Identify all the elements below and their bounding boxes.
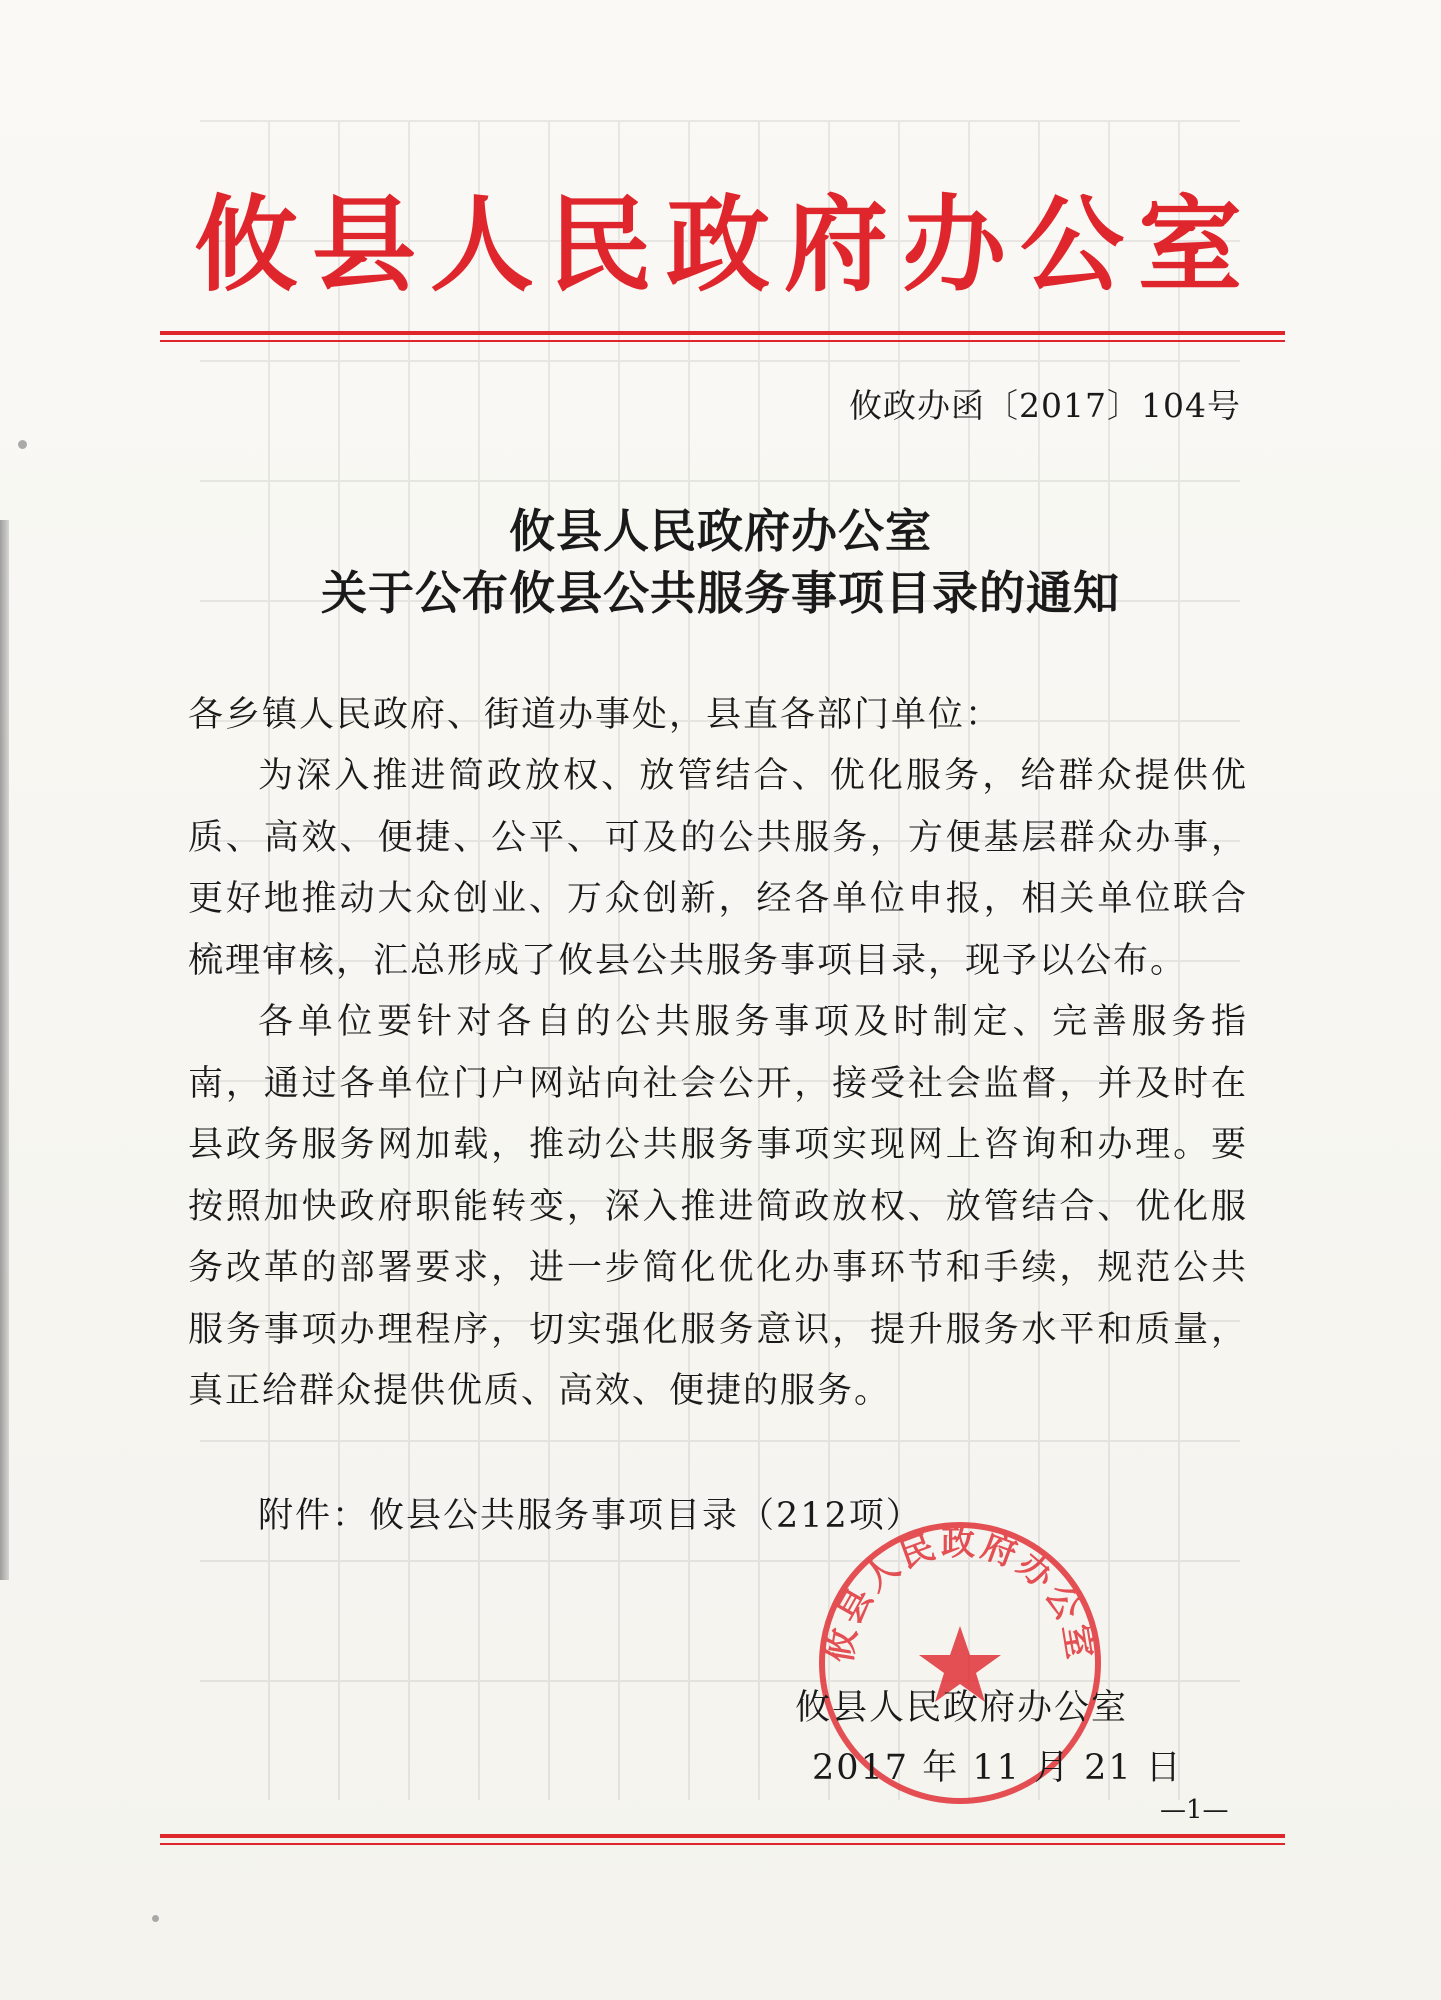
header-rule-thick	[160, 331, 1285, 335]
salutation: 各乡镇人民政府、街道办事处，县直各部门单位：	[188, 695, 1003, 735]
paragraph-1: 为深入推进简政放权、放管结合、优化服务，给群众提供优质、高效、便捷、公平、可及的公共服务，方便基层群众办事，更好地推动大众创业、万众创新，经各单位申报，相关单位联合梳理审核，汇总形成了攸县公共服务事项目录，现予以公布。	[188, 756, 1248, 981]
footer-rule-thin	[160, 1843, 1285, 1845]
document-title-line1: 攸县人民政府办公室	[509, 504, 932, 558]
scan-speck	[152, 1915, 159, 1922]
issuer-header: 攸县人民政府办公室	[193, 183, 1256, 306]
paragraph-2: 各单位要针对各自的公共服务事项及时制定、完善服务指南，通过各单位门户网站向社会公开，接受社会监督，并及时在县政务服务网加载，推动公共服务事项实现网上咨询和办理。要按照加快政府职能转变，深入推进简政放权、放管结合、优化服务改革的部署要求，进一步简化优化办事环节和手续，规范公共服务事项办理程序，切实强化服务意识，提升服务水平和质量，真正给群众提供优质、高效、便捷的服务。	[188, 1002, 1248, 1411]
scan-speck	[18, 440, 27, 449]
footer-rule-thick	[160, 1834, 1285, 1838]
seal-text: 攸县人民政府办公室	[819, 1523, 1101, 1666]
signature-date: 2017 年 11 月 21 日	[812, 1748, 1183, 1788]
page-number: —1—	[1160, 1795, 1229, 1825]
document-number: 攸政办函〔2017〕104号	[849, 386, 1241, 425]
header-rule-thin	[160, 340, 1285, 342]
document-title-line2: 关于公布攸县公共服务事项目录的通知	[321, 566, 1120, 620]
binding-edge	[0, 520, 9, 1580]
attachment-line: 附件：攸县公共服务事项目录（212项）	[258, 1496, 923, 1536]
signature-organization: 攸县人民政府办公室	[795, 1688, 1129, 1728]
